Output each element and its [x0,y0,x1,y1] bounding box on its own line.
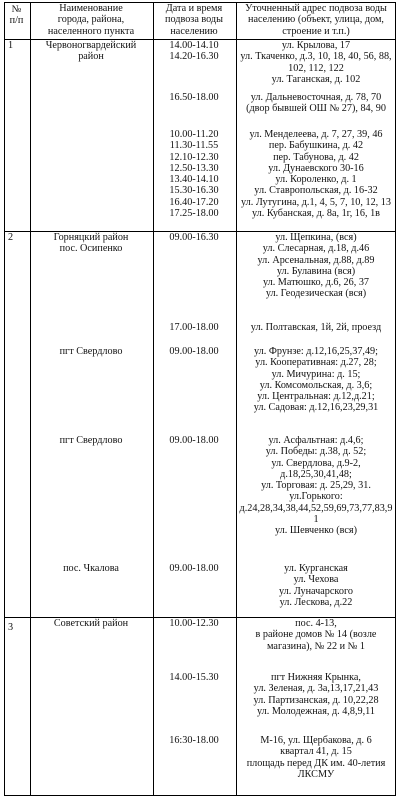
address-list: пос. 4-13, в районе домов № 14 (возле магазина), № 22 и № 1 [255,618,377,652]
district-name: Советский район [53,618,129,629]
row-number: 2 [8,232,14,243]
district-name: Горняцкий район пос. Осипенко [53,232,129,255]
delivery-time: 17.00-18.00 [169,322,219,333]
address-list: пгт Нижняя Крынка, ул. Зеленая, д. 3а,13,17,21,43 ул. Партизанская, д. 10,22,28 ул. Молодежная, д. 4,8,9,11 [253,672,379,717]
address-list: ул. Дальневосточная, д. 78, 70 (двор бывшей ОШ № 27), 84, 90 [246,92,386,115]
address-list: ул. Курганская ул. Чехова ул. Луначарского ул. Лескова, д.22 [279,563,353,608]
time-list: 10.00-11.20 11.30-11.55 12.10-12.30 12.50-13.30 13.40-14.10 15.30-16.30 16.40-17.20 17.25-18.00 [169,129,219,220]
district-name: Червоногвардейский район [45,40,137,63]
water-delivery-schedule-table [4,2,396,796]
address-list: ул. Менделеева, д. 7, 27, 39, 46 пер. Бабушкина, д. 42 пер. Табунова, д. 42 ул. Дунаевского 30-16 ул. Короленко, д. 1 ул. Ставропольская, д. 16-32 ул. Лутугина, д.1, 4, 5, 7, 10, 12, 13 ул. Кубанская, д. 8а, 1г, 16, 1в [241,129,391,220]
delivery-time: 16:30-18.00 [169,735,219,746]
delivery-time: 09.00-18.00 [169,346,219,357]
header-address: Уточненный адрес подвоза воды населению (объект, улица, дом, строение и т.п.) [245,3,387,37]
settlement-name: пгт Свердлово [59,435,123,446]
delivery-time: 09.00-18.00 [169,435,219,446]
delivery-time: 14.00-15.30 [169,672,219,683]
address-list: М-16, ул. Щербакова, д. 6 квартал 41, д. 15 площадь перед ДК им. 40-летия ЛКСМУ [246,735,386,780]
delivery-time: 09.00-18.00 [169,563,219,574]
column-divider [30,3,31,795]
delivery-time: 09.00-16.30 [169,232,219,243]
address-list: ул. Щепкина, (вся) ул. Слесарная, д.18, д.46 ул. Арсенальная, д.88, д.89 ул. Булавина (вся) ул. Матюшко, д.6, 26, 37 ул. Геодезическая (вся) [257,232,375,300]
row-number: 1 [8,40,14,51]
settlement-name: пос. Чкалова [63,563,119,574]
time-list: 14.00-14.10 14.20-16.30 [169,40,219,63]
address-list: ул. Асфальтная: д.4,6; ул. Победы: д.38, д. 52; ул. Свердлова, д.9-2, д.18,25,30,41,48; ул. Торговая: д. 25,29, 31. ул.Горького: д.24,28,34,38,44,52,59,69,73,77,83,9 1 ул. Шевченко (вся) [239,435,393,537]
address-list: ул. Крылова, 17 ул. Ткаченко, д.3, 10, 18, 40, 56, 88, 102, 112, 122 ул. Таганская, д. 102 [240,40,392,85]
header-place: Наименование города, района, населенного пункта [47,3,135,37]
address-list: ул. Полтавская, 1й, 2й, проезд [250,322,382,333]
time-list: 16.50-18.00 [169,92,219,103]
header-number: № п/п [9,4,24,27]
header-time: Дата и время подвоза воды населению [165,3,223,37]
address-list: ул. Фрунзе: д.12,16,25,37,49; ул. Кооперативная: д.27, 28; ул. Мичурина: д. 15; ул. Комсомольская, д. 3,6; ул. Центральная: д.12,д.21; ул. Садовая: д.12,16,23,29,31 [253,346,379,414]
row-number: 3 [8,622,14,633]
settlement-name: пгт Свердлово [59,346,123,357]
delivery-time: 10.00-12.30 [169,618,219,629]
